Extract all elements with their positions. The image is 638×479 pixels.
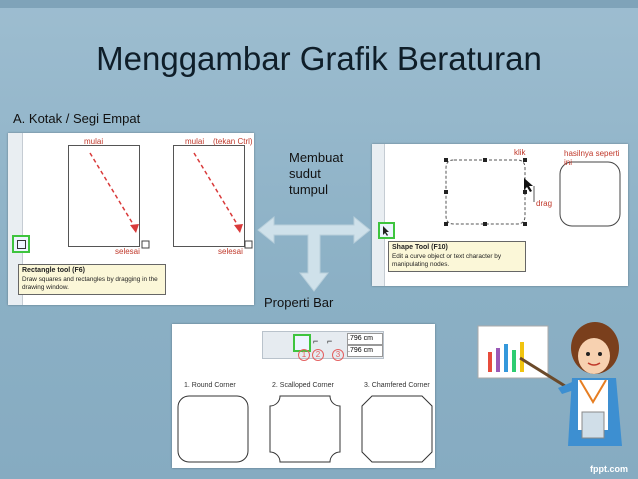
chamfered-corner-label: 3. Chamfered Corner	[364, 382, 430, 389]
round-corner-label: 1. Round Corner	[184, 382, 236, 389]
shape-tooltip-title: Shape Tool (F10)	[392, 244, 448, 251]
label-mulai-2: mulai	[185, 137, 205, 146]
shape-tooltip-body: Edit a curve object or text character by manipulating nodes.	[392, 252, 502, 268]
label-tekan-ctrl: (tekan Ctrl)	[213, 137, 253, 146]
corner-types-panel	[172, 324, 435, 468]
corner-number-2: 2	[312, 349, 324, 361]
section-subtitle: A. Kotak / Segi Empat	[13, 111, 141, 126]
slide-title: Menggambar Grafik Beraturan	[96, 40, 542, 77]
label-klik: klik	[514, 148, 526, 157]
label-selesai-2: selesai	[218, 247, 243, 256]
label-mulai-1: mulai	[84, 137, 104, 146]
rectangle-tool-panel	[8, 133, 254, 305]
rectangle-tooltip-title: Rectangle tool (F6)	[22, 267, 86, 274]
corner-number-3: 3	[332, 349, 344, 361]
chamfered-corner-icon[interactable]: ⌐	[327, 336, 333, 346]
label-drag: drag	[536, 199, 553, 208]
rectangle-icon	[17, 240, 26, 249]
corner-size-field-1[interactable]: .796 cm	[347, 333, 383, 345]
teacher-illustration	[470, 316, 628, 466]
shape-tool-icon	[380, 224, 393, 237]
membuat-sudut-label	[289, 150, 343, 198]
scalloped-corner-label: 2. Scalloped Corner	[272, 382, 334, 389]
corner-number-1: 1	[298, 349, 310, 361]
corner-shapes	[172, 324, 435, 468]
rectangle-tool-button[interactable]	[12, 235, 30, 253]
middle-text-line-2: sudut	[289, 166, 321, 181]
middle-text-line-3: tumpul	[289, 182, 329, 197]
properti-bar-label: Properti Bar	[264, 295, 334, 310]
rectangle-tooltip-body: Draw squares and rectangles by dragging in the drawing window.	[22, 275, 158, 291]
connector-arrows	[256, 205, 372, 295]
label-selesai-1: selesai	[115, 247, 140, 256]
corner-size-field-2[interactable]: .796 cm	[347, 345, 383, 357]
shape-tool-button[interactable]	[378, 222, 395, 239]
rectangle-tooltip	[18, 264, 166, 295]
scalloped-corner-icon[interactable]: ⌐	[313, 336, 319, 346]
shape-tooltip	[388, 241, 526, 272]
label-hasil: hasilnya seperti ini	[564, 149, 620, 167]
middle-text-line-1: Membuat	[289, 150, 344, 165]
top-stripe	[0, 0, 638, 8]
fppt-watermark: fppt.com	[590, 464, 628, 474]
shape-tool-panel	[372, 144, 628, 286]
